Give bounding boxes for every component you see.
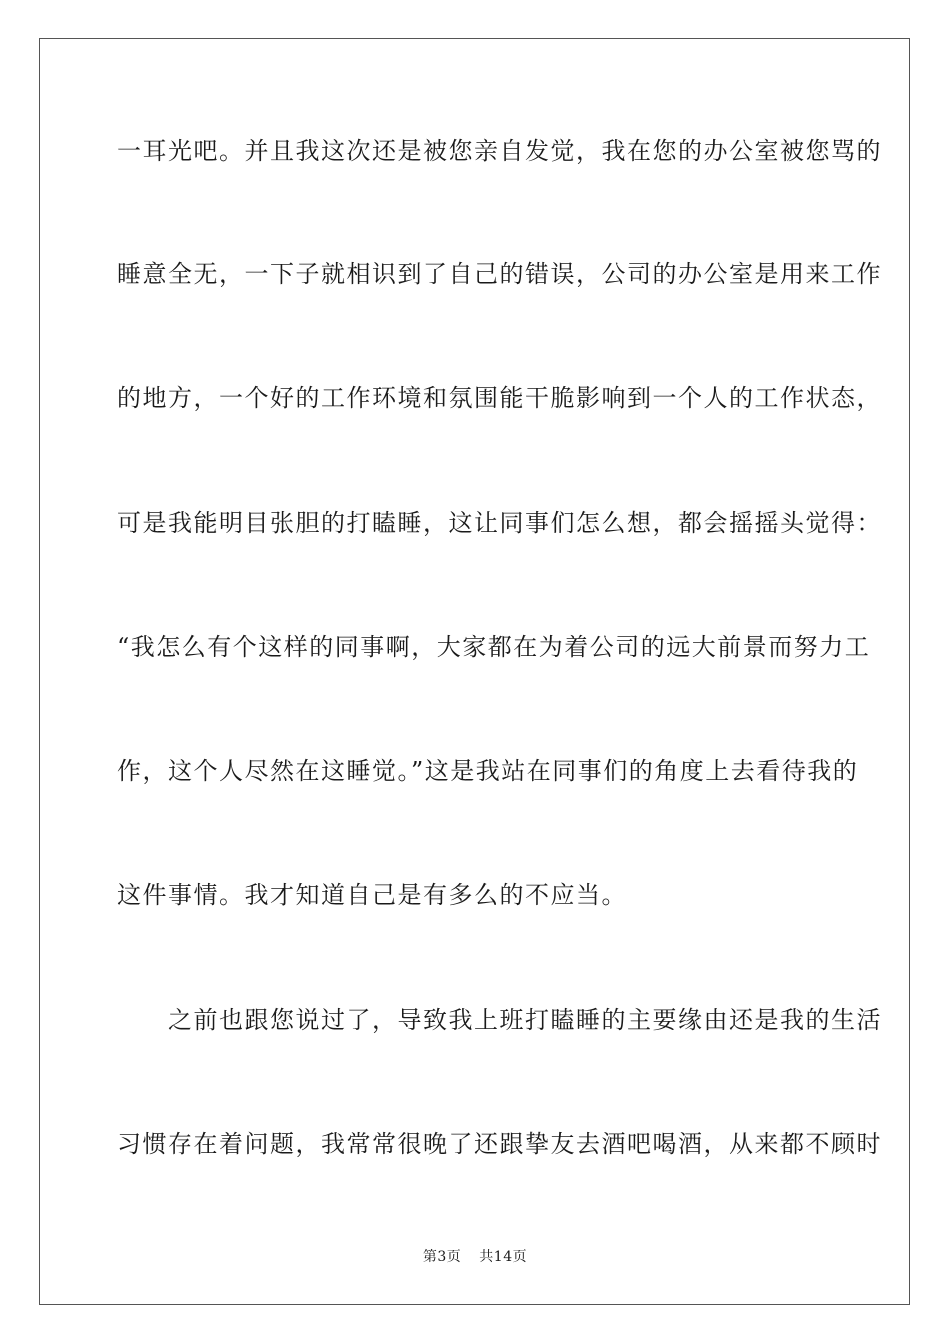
text-line: 习惯存在着问题，我常常很晚了还跟挚友去酒吧喝酒，从来都不顾时 bbox=[117, 1130, 882, 1158]
text-line: 一耳光吧。并且我这次还是被您亲自发觉，我在您的办公室被您骂的 bbox=[117, 137, 882, 165]
text-line: 之前也跟您说过了，导致我上班打瞌睡的主要缘由还是我的生活 bbox=[117, 1006, 882, 1034]
text-line: 可是我能明目张胆的打瞌睡，这让同事们怎么想，都会摇摇头觉得： bbox=[117, 509, 882, 537]
page-footer bbox=[0, 1248, 950, 1266]
text-line: 的地方，一个好的工作环境和氛围能干脆影响到一个人的工作状态， bbox=[117, 384, 882, 412]
page-border bbox=[39, 38, 910, 1305]
text-line: 作，这个人尽然在这睡觉。”这是我站在同事们的角度上去看待我的 bbox=[117, 757, 859, 785]
total-page-count: 共14页 bbox=[479, 1249, 528, 1265]
current-page-number: 第3页 bbox=[422, 1249, 462, 1265]
text-line: 这件事情。我才知道自己是有多么的不应当。 bbox=[117, 881, 627, 909]
text-line: “我怎么有个这样的同事啊，大家都在为着公司的远大前景而努力工 bbox=[117, 633, 871, 661]
text-line: 睡意全无，一下子就相识到了自己的错误，公司的办公室是用来工作 bbox=[117, 260, 882, 288]
